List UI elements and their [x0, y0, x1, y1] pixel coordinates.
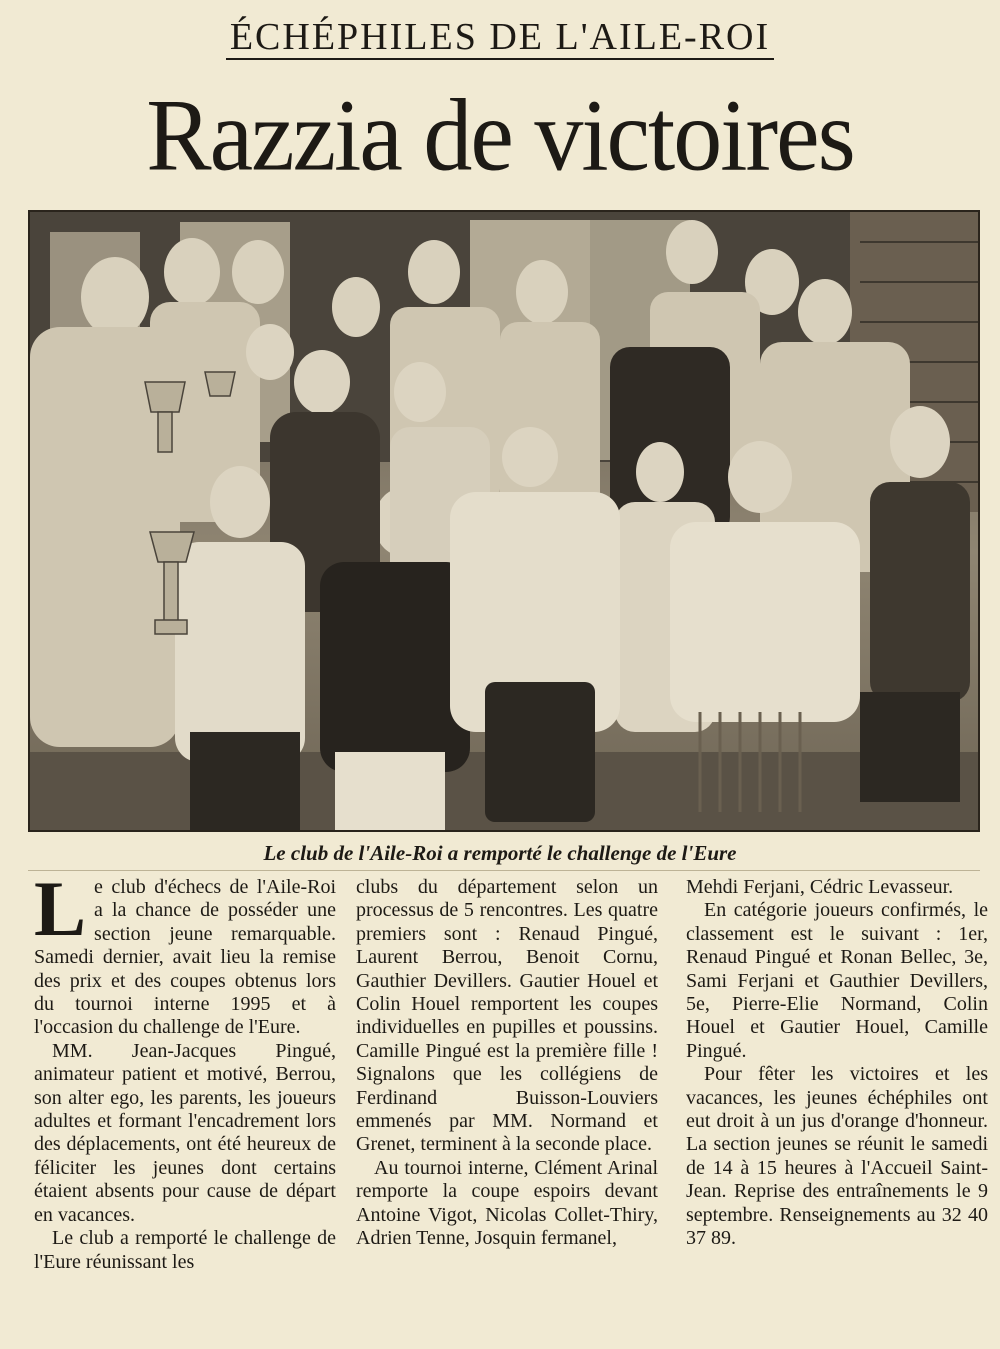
- paragraph: Au tournoi interne, Clément Arinal remporte la coupe espoirs devant Antoine Vigot, Nicolas Collet-Thiry, Adrien Tenne, Josquin fermanel,: [356, 1156, 658, 1250]
- paragraph: clubs du département selon un processus de 5 rencontres. Les quatre premiers sont : Renaud Pingué, Laurent Berrou, Benoit Cornu, Gauthier Devillers. Gautier Houel et Colin Houel remportent les coupes individuelles en pupilles et poussins. Camille Pingué est la première fille ! Signalons que les collégiens de Ferdinand Buisson-Louviers emmenés par MM. Normand et Grenet, terminent à la seconde place.: [356, 876, 658, 1156]
- paragraph: Le club a remporté le challenge de l'Eure réunissant les: [34, 1227, 336, 1273]
- paragraph: En catégorie joueurs confirmés, le classement est le suivant : 1er, Renaud Pingué et Ronan Bellec, 3e, Sami Ferjani et Gauthier Devillers, 5e, Pierre-Elie Normand, Colin Houel et Gautier Houel, Camille Pingué.: [686, 899, 988, 1062]
- section-kicker: [0, 14, 1000, 60]
- group-photo: [28, 210, 980, 832]
- paragraph: MM. Jean-Jacques Pingué, animateur patient et motivé, Berrou, son alter ego, les parents, les joueurs adultes et formant l'encadrement lors des déplacements, ont été heureux de féliciter les jeunes dont certains étaient absents pour cause de départ en vacances.: [34, 1039, 336, 1226]
- group-photo-illustration: [30, 212, 978, 830]
- paragraph: Pour fêter les victoires et les vacances, les jeunes échéphiles ont eut droit à un jus d'orange d'honneur. La section jeunes se réunit le samedi de 14 à 15 heures à l'Accueil Saint-Jean. Reprise des entraînements le 9 septembre. Renseignements au 32 40 37 89.: [686, 1063, 988, 1250]
- drop-cap: L: [34, 876, 87, 952]
- kicker-text: ÉCHÉPHILES DE L'AILE-ROI: [226, 16, 774, 60]
- paragraph: [34, 876, 336, 1040]
- article-column-2: [356, 876, 658, 1336]
- caption-divider: [28, 870, 980, 871]
- photo-caption: Le club de l'Aile-Roi a remporté le challenge de l'Eure: [263, 841, 737, 865]
- headline: Razzia de victoires: [146, 79, 854, 193]
- paragraph-text: e club d'échecs de l'Aile-Roi a la chance de posséder une section jeune remarquable. Samedi dernier, avait lieu la remise des prix et des coupes obtenus lors du tournoi interne 1995 et à l'occasion du challenge de l'Eure.: [34, 876, 336, 1039]
- paragraph: Mehdi Ferjani, Cédric Levasseur.: [686, 876, 954, 898]
- article-column-1: [34, 876, 336, 1336]
- article-column-3: [686, 876, 988, 1336]
